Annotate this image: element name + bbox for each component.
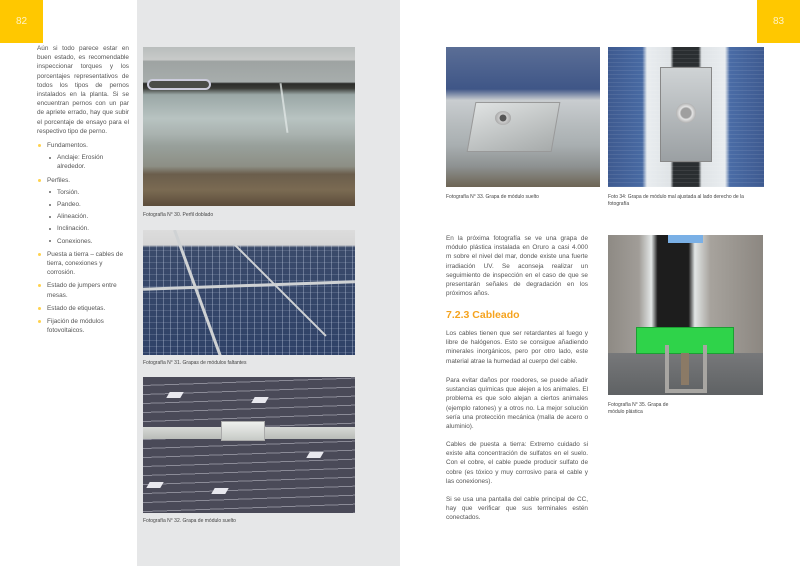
- paragraph-rodents: Para evitar daños por roedores, se puede añadir sustancias químicas que alejen a los animales. El problema es que solo alejan a ciertos animales (ejemplo ratones) y a otros no. La mejor solución sería una protección mecánica (malla de acero o aluminio).: [446, 377, 588, 431]
- figure-caption: Fotografía N° 31. Grapas de módulos faltantes: [143, 360, 247, 366]
- photo-bent-profile: [143, 47, 355, 206]
- paragraph-shield: Si se usa una pantalla del cable principal de CC, hay que verificar que sus terminales estén conectados.: [446, 496, 588, 522]
- inspection-checklist: [37, 141, 129, 335]
- photo-plastic-clamp: [608, 235, 763, 395]
- checklist-subitem: Conexiones.: [47, 237, 129, 246]
- figure-caption: Fotografía N° 32. Grapa de módulo suelto: [143, 518, 236, 524]
- checklist-item: Perfiles. Torsión. Pandeo. Alineación. Inclinación. Conexiones.: [37, 176, 129, 246]
- bolt: [495, 111, 511, 125]
- paragraph-cables: Los cables tienen que ser retardantes al fuego y libre de halógenos. Esto se consigue añadiendo minerales inorgánicos, pero por otro lado, este material atrae la humedad al cuerpo del cable.: [446, 330, 588, 365]
- photo-misaligned-clamp: [608, 47, 764, 187]
- checklist-item: Estado de jumpers entre mesas.: [37, 281, 129, 299]
- section-heading: 7.2.3 Cableado: [446, 309, 520, 321]
- checklist-subitem: Inclinación.: [47, 224, 129, 233]
- paragraph-plastic-clamp: En la próxima fotografía se ve una grapa de módulo plástica instalada en Oruro a casi 4.000 m sobre el nivel del mar, donde existe una fuerte irradiación UV. Se aconseja realizar un seguimiento de inspección en el caso de que se presentarán señales de degradación en los próximos años.: [446, 235, 588, 298]
- module-clamp: [467, 102, 561, 152]
- page-number-badge: [757, 0, 800, 43]
- page-number-badge: [0, 0, 43, 43]
- checklist-subitem: Torsión.: [47, 188, 129, 197]
- inspection-column: [37, 44, 129, 335]
- checklist-subitem: Alineación.: [47, 212, 129, 221]
- intro-paragraph: Aún si todo parece estar en buen estado, es recomendable inspeccionar torques y los porcentajes representativos de todos los tipos de pernos instalados en la planta. Si se encuentran pernos con un par de apriete errado, hay que subir el porcentaje de ensayo para el respectivo tipo de perno.: [37, 45, 129, 135]
- page-number: 82: [15, 16, 28, 27]
- figure-caption: Fotografía N° 30. Perfil doblado: [143, 212, 214, 218]
- checklist-item: Fundamentos. Anclaje: Erosión alrededor.: [37, 141, 129, 172]
- checklist-subitem: Anclaje: Erosión alrededor.: [47, 153, 129, 171]
- checklist-item: Fijación de módulos fotovoltaicos.: [37, 317, 129, 335]
- page-number: 83: [772, 16, 785, 27]
- bolt: [681, 353, 689, 385]
- photo-missing-clamps: [143, 230, 355, 355]
- photo-loose-clamp-closeup: [446, 47, 600, 187]
- module-clamp: [221, 421, 265, 441]
- figure-caption: Foto 34: Grapa de módulo mal ajustada al lado derecho de la fotografía: [608, 194, 744, 207]
- checklist-item: Estado de etiquetas.: [37, 304, 129, 313]
- figure-caption: Fotografía N° 33. Grapa de módulo suelto: [446, 194, 539, 200]
- figure-caption: Fotografía N° 35. Grapa de módulo plástica: [608, 402, 669, 415]
- bolt: [676, 103, 696, 123]
- checklist-subitems: [47, 153, 129, 171]
- photo-loose-clamp: [143, 377, 355, 513]
- paragraph-grounding: Cables de puesta a tierra: Extremo cuidado si existe alta concentración de sulfatos en el suelo. Con el cobre, el cable puede producir sulfato de cobre (es tóxico y muy corrosivo para el cable y las conexiones).: [446, 441, 588, 485]
- checklist-item: Puesta a tierra – cables de tierra, conexiones y corrosión.: [37, 250, 129, 278]
- checklist-subitem: Pandeo.: [47, 200, 129, 209]
- checklist-subitems: [47, 188, 129, 246]
